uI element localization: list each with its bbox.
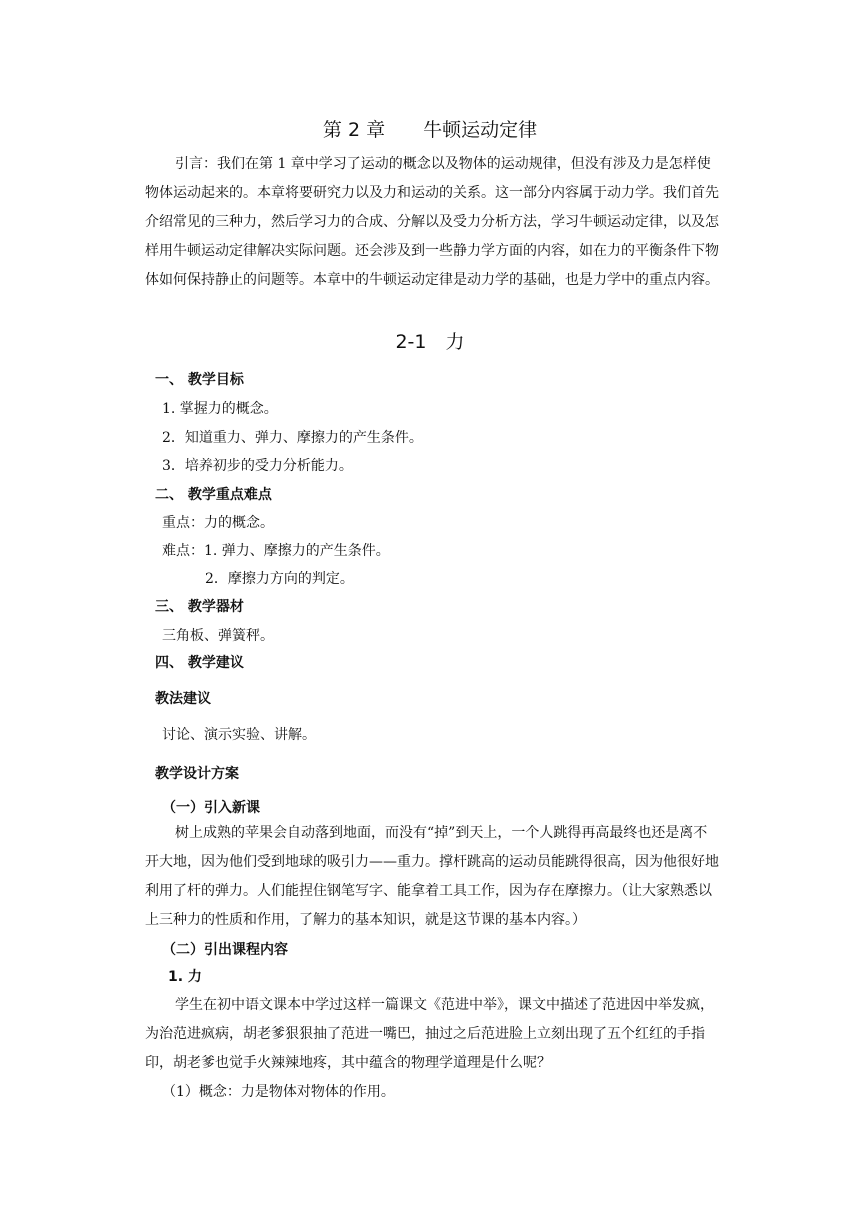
goal-item-1: 1. 掌握力的概念。 <box>162 401 278 417</box>
equipment-heading: 三、 教学器材 <box>155 599 244 615</box>
subsection-paragraph: 学生在初中语文课本中学过这样一篇课文《范进中举》，课文中描述了范进因中举发疯，为治范进疯病，胡老爹狠狠抽了范进一嘴巴，抽过之后范进脸上立刻出现了五个红红的手指印，胡老爹也觉手火辣辣地疼，其中蕴含的物理学道理是什么呢？ <box>145 997 714 1071</box>
key-point-text: 重点：力的概念。 <box>162 515 274 531</box>
goal-item-3: 3．培养初步的受力分析能力。 <box>162 458 353 474</box>
chapter-title: 第 2 章 牛顿运动定律 <box>322 119 538 141</box>
part1-paragraph: 树上成熟的苹果会自动落到地面，而没有“掉”到天上，一个人跳得再高最终也还是离不开大地，因为他们受到地球的吸引力——重力。撑杆跳高的运动员能跳得很高，因为他很好地利用了杆的弹力。人们能捏住钢笔写字、能拿着工具工作，因为存在摩擦力。（让大家熟悉以上三种力的性质和作用，了解力的基本知识，就是这节课的基本内容。） <box>145 825 719 928</box>
method-heading: 教法建议 <box>155 691 211 707</box>
part1-heading: （一）引入新课 <box>162 800 260 816</box>
goals-heading: 一、 教学目标 <box>155 372 244 388</box>
concept-line: （1）概念：力是物体对物体的作用。 <box>162 1084 395 1100</box>
section-title: 2-1 力 <box>395 331 465 353</box>
equipment-text: 三角板、弹簧秤。 <box>162 628 274 644</box>
goal-item-2: 2．知道重力、弹力、摩擦力的产生条件。 <box>162 430 423 446</box>
method-text: 讨论、演示实验、讲解。 <box>162 727 316 743</box>
suggestion-heading: 四、 教学建议 <box>155 655 244 671</box>
intro-paragraph: 引言：我们在第 1 章中学习了运动的概念以及物体的运动规律，但没有涉及力是怎样使物体运动起来的。本章将要研究力以及力和运动的关系。这一部分内容属于动力学。我们首先介绍常见的三种力，然后学习力的合成、分解以及受力分析方法，学习牛顿运动定律，以及怎样用牛顿运动定律解决实际问题。还会涉及到一些静力学方面的内容，如在力的平衡条件下物体如何保持静止的问题等。本章中的牛顿运动定律是动力学的基础，也是力学中的重点内容。 <box>145 156 719 288</box>
difficult-point-2: 2．摩擦力方向的判定。 <box>205 571 354 587</box>
difficult-point-1: 难点：1. 弹力、摩擦力的产生条件。 <box>162 543 390 559</box>
subsection-heading: 1. 力 <box>168 969 202 985</box>
part2-heading: （二）引出课程内容 <box>162 942 288 958</box>
design-heading: 教学设计方案 <box>155 766 239 782</box>
key-points-heading: 二、 教学重点难点 <box>155 487 272 503</box>
